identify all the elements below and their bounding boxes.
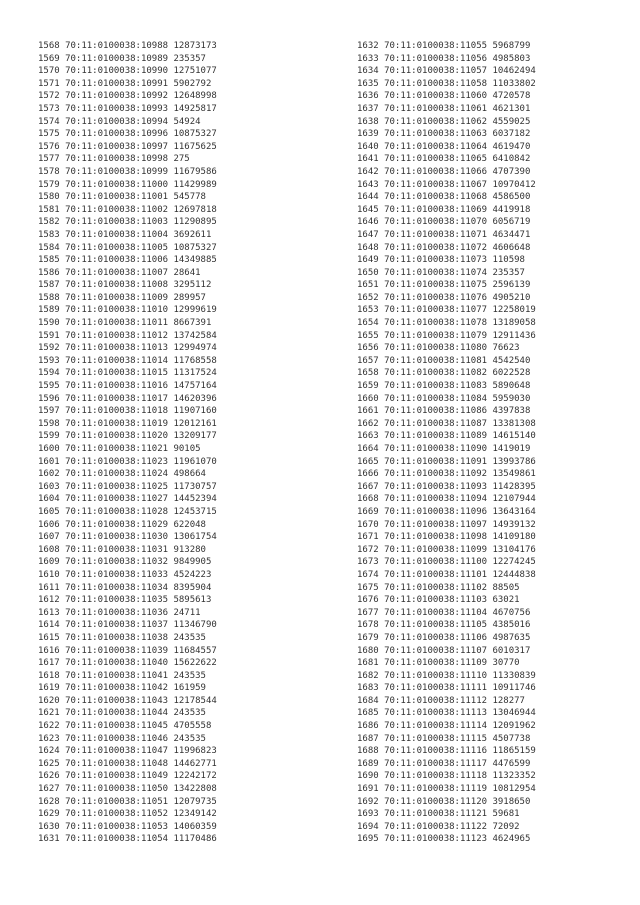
- record-line: 1584 70:11:0100038:11005 10875327: [38, 242, 217, 253]
- record-line: 1676 70:11:0100038:11103 63021: [357, 595, 520, 606]
- record-line: 1690 70:11:0100038:11118 11323352: [357, 771, 536, 782]
- record-line: 1675 70:11:0100038:11102 88505: [357, 582, 520, 593]
- record-line: 1575 70:11:0100038:10996 10875327: [38, 129, 217, 140]
- record-line: 1694 70:11:0100038:11122 72092: [357, 821, 520, 832]
- record-line: 1669 70:11:0100038:11096 13643164: [357, 506, 536, 517]
- record-line: 1571 70:11:0100038:10991 5902792: [38, 78, 212, 89]
- record-line: 1600 70:11:0100038:11021 90105: [38, 444, 201, 454]
- record-line: 1649 70:11:0100038:11073 110598: [357, 255, 525, 266]
- record-line: 1685 70:11:0100038:11113 13046944: [357, 708, 536, 719]
- record-line: 1577 70:11:0100038:10998 275: [38, 154, 190, 165]
- record-line: 1630 70:11:0100038:11053 14060359: [38, 821, 217, 832]
- record-line: 1674 70:11:0100038:11101 12444838: [357, 569, 536, 580]
- record-line: 1606 70:11:0100038:11029 622048: [38, 519, 206, 530]
- record-line: 1568 70:11:0100038:10988 12873173: [38, 41, 217, 51]
- record-line: 1572 70:11:0100038:10992 12648998: [38, 91, 217, 102]
- record-line: 1627 70:11:0100038:11050 13422808: [38, 784, 217, 795]
- record-line: 1695 70:11:0100038:11123 4624965: [357, 834, 531, 845]
- record-line: 1644 70:11:0100038:11068 4586500: [357, 192, 531, 203]
- record-line: 1686 70:11:0100038:11114 12091962: [357, 721, 536, 732]
- record-line: 1619 70:11:0100038:11042 161959: [38, 683, 206, 694]
- record-line: 1641 70:11:0100038:11065 6410842: [357, 154, 531, 165]
- record-line: 1692 70:11:0100038:11120 3918650: [357, 796, 531, 807]
- record-line: 1605 70:11:0100038:11028 12453715: [38, 506, 217, 517]
- record-line: 1626 70:11:0100038:11049 12242172: [38, 771, 217, 782]
- record-line: 1590 70:11:0100038:11011 8667391: [38, 318, 212, 329]
- record-line: 1653 70:11:0100038:11077 12258019: [357, 305, 536, 316]
- record-line: 1613 70:11:0100038:11036 24711: [38, 607, 201, 618]
- record-line: 1665 70:11:0100038:11091 13993786: [357, 456, 536, 467]
- record-line: 1603 70:11:0100038:11025 11730757: [38, 481, 217, 492]
- record-line: 1594 70:11:0100038:11015 11317524: [38, 368, 217, 379]
- record-line: 1593 70:11:0100038:11014 11768558: [38, 355, 217, 366]
- record-line: 1588 70:11:0100038:11009 289957: [38, 292, 206, 303]
- record-line: 1658 70:11:0100038:11082 6022528: [357, 368, 531, 379]
- record-line: 1678 70:11:0100038:11105 4385016: [357, 620, 531, 631]
- record-line: 1684 70:11:0100038:11112 128277: [357, 695, 525, 706]
- record-line: 1608 70:11:0100038:11031 913280: [38, 544, 206, 555]
- record-line: 1632 70:11:0100038:11055 5968799: [357, 41, 531, 51]
- record-line: 1611 70:11:0100038:11034 8395904: [38, 582, 212, 593]
- record-line: 1615 70:11:0100038:11038 243535: [38, 632, 206, 643]
- record-line: 1578 70:11:0100038:10999 11679586: [38, 166, 217, 177]
- record-line: 1645 70:11:0100038:11069 4419918: [357, 204, 531, 215]
- record-line: 1597 70:11:0100038:11018 11907160: [38, 406, 217, 417]
- record-line: 1660 70:11:0100038:11084 5959030: [357, 393, 531, 404]
- record-line: 1591 70:11:0100038:11012 13742584: [38, 330, 217, 341]
- record-line: 1662 70:11:0100038:11087 13381308: [357, 418, 536, 429]
- record-line: 1634 70:11:0100038:11057 10462494: [357, 66, 536, 77]
- record-line: 1616 70:11:0100038:11039 11684557: [38, 645, 217, 656]
- record-line: 1682 70:11:0100038:11110 11330839: [357, 670, 536, 681]
- record-line: 1607 70:11:0100038:11030 13061754: [38, 532, 217, 543]
- record-line: 1622 70:11:0100038:11045 4705558: [38, 721, 212, 732]
- record-line: 1643 70:11:0100038:11067 10970412: [357, 179, 536, 190]
- record-line: 1638 70:11:0100038:11062 4559025: [357, 116, 531, 127]
- record-line: 1659 70:11:0100038:11083 5890648: [357, 381, 531, 392]
- record-line: 1640 70:11:0100038:11064 4619470: [357, 141, 531, 152]
- record-line: 1602 70:11:0100038:11024 498664: [38, 469, 206, 480]
- record-line: 1581 70:11:0100038:11002 12697818: [38, 204, 217, 215]
- record-line: 1598 70:11:0100038:11019 12012161: [38, 418, 217, 429]
- record-line: 1646 70:11:0100038:11070 6056719: [357, 217, 531, 228]
- record-line: 1604 70:11:0100038:11027 14452394: [38, 494, 217, 505]
- record-line: 1636 70:11:0100038:11060 4720578: [357, 91, 531, 102]
- record-line: 1599 70:11:0100038:11020 13209177: [38, 431, 217, 442]
- record-line: 1601 70:11:0100038:11023 11961070: [38, 456, 217, 467]
- record-line: 1573 70:11:0100038:10993 14925817: [38, 103, 217, 114]
- record-line: 1654 70:11:0100038:11078 13189058: [357, 318, 536, 329]
- record-line: 1661 70:11:0100038:11086 4397838: [357, 406, 531, 417]
- record-line: 1583 70:11:0100038:11004 3692611: [38, 229, 212, 240]
- record-line: 1637 70:11:0100038:11061 4621301: [357, 103, 531, 114]
- record-line: 1596 70:11:0100038:11017 14620396: [38, 393, 217, 404]
- record-line: 1569 70:11:0100038:10989 235357: [38, 53, 206, 64]
- record-line: 1688 70:11:0100038:11116 11865159: [357, 746, 536, 757]
- record-line: 1582 70:11:0100038:11003 11290895: [38, 217, 217, 228]
- record-line: 1631 70:11:0100038:11054 11170486: [38, 834, 217, 845]
- record-line: 1614 70:11:0100038:11037 11346790: [38, 620, 217, 631]
- record-line: 1633 70:11:0100038:11056 4985803: [357, 53, 531, 64]
- record-line: 1595 70:11:0100038:11016 14757164: [38, 381, 217, 392]
- record-line: 1664 70:11:0100038:11090 1419019: [357, 444, 531, 454]
- record-line: 1657 70:11:0100038:11081 4542540: [357, 355, 531, 366]
- left-column: [38, 40, 217, 846]
- record-line: 1691 70:11:0100038:11119 10812954: [357, 784, 536, 795]
- record-line: 1574 70:11:0100038:10994 54924: [38, 116, 201, 127]
- record-line: 1671 70:11:0100038:11098 14109180: [357, 532, 536, 543]
- record-line: 1585 70:11:0100038:11006 14349885: [38, 255, 217, 266]
- record-line: 1623 70:11:0100038:11046 243535: [38, 733, 206, 744]
- record-line: 1624 70:11:0100038:11047 11996823: [38, 746, 217, 757]
- record-line: 1680 70:11:0100038:11107 6010317: [357, 645, 531, 656]
- record-line: 1620 70:11:0100038:11043 12178544: [38, 695, 217, 706]
- record-line: 1617 70:11:0100038:11040 15622622: [38, 658, 217, 669]
- record-line: 1618 70:11:0100038:11041 243535: [38, 670, 206, 681]
- record-line: 1629 70:11:0100038:11052 12349142: [38, 809, 217, 820]
- record-line: 1610 70:11:0100038:11033 4524223: [38, 569, 212, 580]
- record-line: 1687 70:11:0100038:11115 4507738: [357, 733, 531, 744]
- record-line: 1670 70:11:0100038:11097 14939132: [357, 519, 536, 530]
- record-line: 1679 70:11:0100038:11106 4987635: [357, 632, 531, 643]
- record-line: 1655 70:11:0100038:11079 12911436: [357, 330, 536, 341]
- record-line: 1667 70:11:0100038:11093 11428395: [357, 481, 536, 492]
- record-line: 1673 70:11:0100038:11100 12274245: [357, 557, 536, 568]
- record-line: 1579 70:11:0100038:11000 11429989: [38, 179, 217, 190]
- record-line: 1621 70:11:0100038:11044 243535: [38, 708, 206, 719]
- record-line: 1625 70:11:0100038:11048 14462771: [38, 758, 217, 769]
- record-line: 1612 70:11:0100038:11035 5895613: [38, 595, 212, 606]
- record-line: 1635 70:11:0100038:11058 11033802: [357, 78, 536, 89]
- record-line: 1570 70:11:0100038:10990 12751077: [38, 66, 217, 77]
- record-line: 1677 70:11:0100038:11104 4670756: [357, 607, 531, 618]
- record-line: 1672 70:11:0100038:11099 13104176: [357, 544, 536, 555]
- record-line: 1592 70:11:0100038:11013 12994974: [38, 343, 217, 354]
- record-line: 1668 70:11:0100038:11094 12107944: [357, 494, 536, 505]
- record-line: 1652 70:11:0100038:11076 4905210: [357, 292, 531, 303]
- record-line: 1628 70:11:0100038:11051 12079735: [38, 796, 217, 807]
- record-line: 1587 70:11:0100038:11008 3295112: [38, 280, 212, 291]
- record-line: 1663 70:11:0100038:11089 14615140: [357, 431, 536, 442]
- record-line: 1693 70:11:0100038:11121 59681: [357, 809, 520, 820]
- record-line: 1648 70:11:0100038:11072 4606648: [357, 242, 531, 253]
- record-line: 1609 70:11:0100038:11032 9849905: [38, 557, 212, 568]
- record-line: 1656 70:11:0100038:11080 76623: [357, 343, 520, 354]
- record-line: 1689 70:11:0100038:11117 4476599: [357, 758, 531, 769]
- record-line: 1639 70:11:0100038:11063 6037182: [357, 129, 531, 140]
- record-line: 1650 70:11:0100038:11074 235357: [357, 267, 525, 278]
- record-line: 1683 70:11:0100038:11111 10911746: [357, 683, 536, 694]
- record-line: 1681 70:11:0100038:11109 30770: [357, 658, 520, 669]
- record-line: 1651 70:11:0100038:11075 2596139: [357, 280, 531, 291]
- record-line: 1580 70:11:0100038:11001 545778: [38, 192, 206, 203]
- record-line: 1666 70:11:0100038:11092 13549861: [357, 469, 536, 480]
- record-line: 1586 70:11:0100038:11007 28641: [38, 267, 201, 278]
- record-line: 1589 70:11:0100038:11010 12999619: [38, 305, 217, 316]
- record-line: 1647 70:11:0100038:11071 4634471: [357, 229, 531, 240]
- record-line: 1642 70:11:0100038:11066 4707390: [357, 166, 531, 177]
- right-column: [357, 40, 536, 846]
- record-line: 1576 70:11:0100038:10997 11675625: [38, 141, 217, 152]
